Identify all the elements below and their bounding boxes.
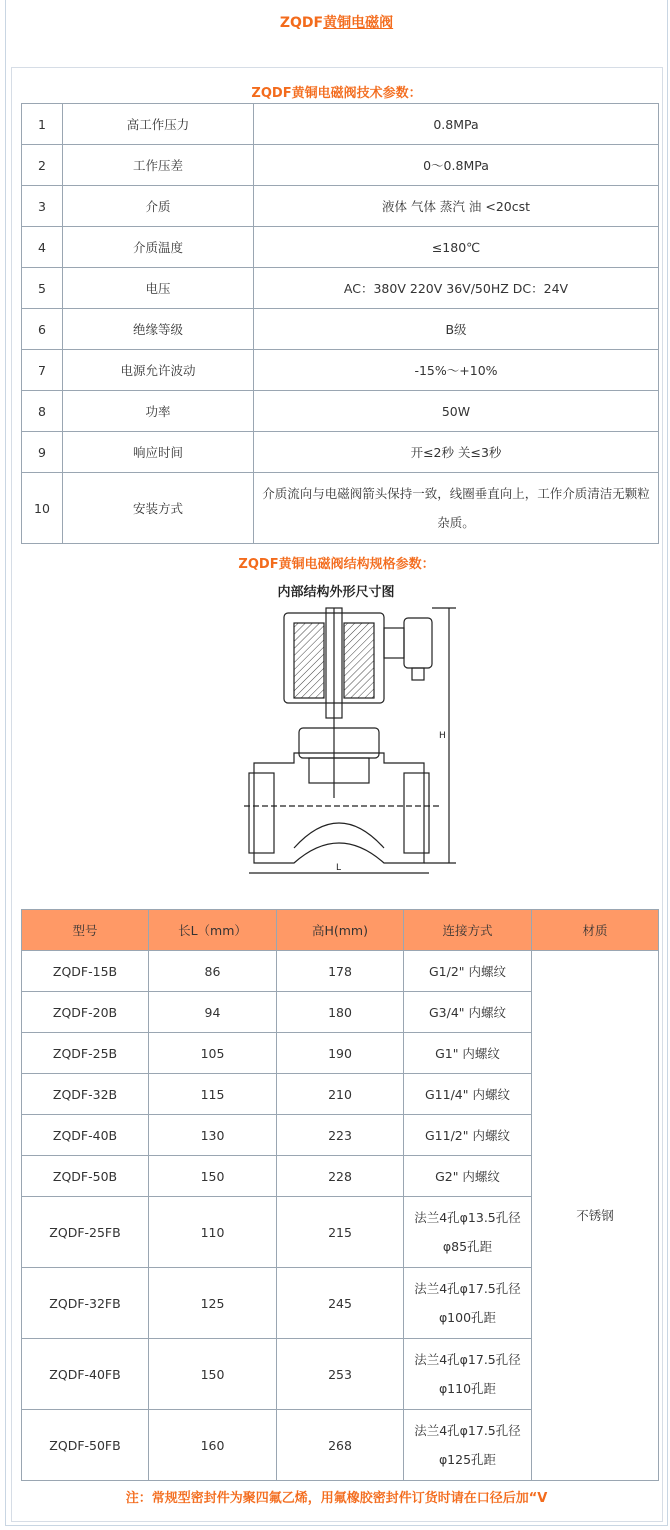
valve-structure-diagram [244, 578, 464, 878]
spec-model: ZQDF-32FB [22, 1268, 149, 1339]
spec-l: 86 [149, 951, 277, 992]
param-name: 电压 [63, 268, 254, 309]
param-no: 7 [22, 350, 63, 391]
param-row [22, 104, 659, 145]
title-link[interactable]: 黄铜电磁阀 [323, 15, 394, 31]
param-row [22, 145, 659, 186]
spec-h: 190 [277, 1033, 404, 1074]
spec-model: ZQDF-15B [22, 951, 149, 992]
spec-header: 长L（mm） [149, 910, 277, 951]
param-row [22, 391, 659, 432]
spec-l: 125 [149, 1268, 277, 1339]
spec-conn: G11/4" 内螺纹 [404, 1074, 532, 1115]
spec-l: 110 [149, 1197, 277, 1268]
spec-row [22, 951, 659, 992]
page-frame [5, 0, 668, 1526]
param-name: 介质温度 [63, 227, 254, 268]
coil-left [294, 623, 324, 698]
param-no: 3 [22, 186, 63, 227]
spec-model: ZQDF-32B [22, 1074, 149, 1115]
spec-model: ZQDF-25B [22, 1033, 149, 1074]
param-name: 绝缘等级 [63, 309, 254, 350]
spec-h: 223 [277, 1115, 404, 1156]
param-row [22, 268, 659, 309]
spec-model: ZQDF-40B [22, 1115, 149, 1156]
spec-h: 268 [277, 1410, 404, 1481]
spec-model: ZQDF-20B [22, 992, 149, 1033]
coil-right [344, 623, 374, 698]
param-no: 6 [22, 309, 63, 350]
spec-conn: 法兰4孔φ17.5孔径φ100孔距 [404, 1268, 532, 1339]
param-row [22, 309, 659, 350]
spec-material: 不锈钢 [532, 951, 659, 1481]
outlet-port [404, 773, 429, 853]
spec-conn: G1" 内螺纹 [404, 1033, 532, 1074]
param-name: 安装方式 [63, 473, 254, 544]
spec-conn: G1/2" 内螺纹 [404, 951, 532, 992]
spec-header: 连接方式 [404, 910, 532, 951]
spec-h: 178 [277, 951, 404, 992]
spec-h: 180 [277, 992, 404, 1033]
footnote: 注：常规型密封件为聚四氟乙烯，用氟橡胶密封件订货时请在口径后加“V [125, 1491, 548, 1506]
spec-h: 253 [277, 1339, 404, 1410]
spec-l: 160 [149, 1410, 277, 1481]
spec-h: 210 [277, 1074, 404, 1115]
param-value: B级 [254, 309, 659, 350]
param-row [22, 432, 659, 473]
param-value: 开≤2秒 关≤3秒 [254, 432, 659, 473]
param-value: 50W [254, 391, 659, 432]
param-no: 1 [22, 104, 63, 145]
spec-conn: 法兰4孔φ13.5孔径φ85孔距 [404, 1197, 532, 1268]
param-name: 响应时间 [63, 432, 254, 473]
spec-model: ZQDF-50FB [22, 1410, 149, 1481]
dim-l-label: L [336, 863, 342, 873]
spec-l: 94 [149, 992, 277, 1033]
param-no: 5 [22, 268, 63, 309]
dim-h-label: H [439, 731, 446, 741]
spec-model: ZQDF-50B [22, 1156, 149, 1197]
inlet-port [249, 773, 274, 853]
spec-h: 215 [277, 1197, 404, 1268]
param-value: ≤180℃ [254, 227, 659, 268]
spec-conn: G11/2" 内螺纹 [404, 1115, 532, 1156]
spec-conn: 法兰4孔φ17.5孔径φ110孔距 [404, 1339, 532, 1410]
terminal-box [404, 618, 432, 668]
spec-h: 245 [277, 1268, 404, 1339]
param-value: -15%～+10% [254, 350, 659, 391]
spec-l: 105 [149, 1033, 277, 1074]
param-value: 液体 气体 蒸汽 油 <20cst [254, 186, 659, 227]
param-value: 0.8MPa [254, 104, 659, 145]
param-no: 9 [22, 432, 63, 473]
tech-params-table [21, 103, 659, 544]
param-name: 介质 [63, 186, 254, 227]
spec-conn: G2" 内螺纹 [404, 1156, 532, 1197]
title-prefix: ZQDF [279, 15, 324, 31]
param-row [22, 186, 659, 227]
valve-body [254, 753, 424, 863]
param-row [22, 350, 659, 391]
spec-conn: G3/4" 内螺纹 [404, 992, 532, 1033]
param-name: 高工作压力 [63, 104, 254, 145]
param-row [22, 473, 659, 544]
param-value: 介质流向与电磁阀箭头保持一致，线圈垂直向上，工作介质清洁无颗粒杂质。 [254, 473, 659, 544]
spec-h: 228 [277, 1156, 404, 1197]
spec-header: 材质 [532, 910, 659, 951]
spec-table [21, 909, 659, 1481]
spec-conn: 法兰4孔φ17.5孔径φ125孔距 [404, 1410, 532, 1481]
param-value: AC：380V 220V 36V/50HZ DC：24V [254, 268, 659, 309]
tech-params-title: ZQDF黄铜电磁阀技术参数： [251, 86, 422, 101]
spec-l: 150 [149, 1156, 277, 1197]
terminal-connector [384, 628, 404, 658]
param-name: 电源允许波动 [63, 350, 254, 391]
param-name: 功率 [63, 391, 254, 432]
spec-l: 150 [149, 1339, 277, 1410]
param-no: 8 [22, 391, 63, 432]
struct-params-title: ZQDF黄铜电磁阀结构规格参数： [238, 557, 435, 572]
param-no: 10 [22, 473, 63, 544]
page-title [6, 12, 667, 32]
spec-model: ZQDF-25FB [22, 1197, 149, 1268]
diagram-title: 内部结构外形尺寸图 [277, 585, 395, 600]
spec-header: 高H(mm) [277, 910, 404, 951]
param-no: 4 [22, 227, 63, 268]
spec-model: ZQDF-40FB [22, 1339, 149, 1410]
param-value: 0～0.8MPa [254, 145, 659, 186]
param-row [22, 227, 659, 268]
param-name: 工作压差 [63, 145, 254, 186]
param-no: 2 [22, 145, 63, 186]
spec-header: 型号 [22, 910, 149, 951]
spec-l: 115 [149, 1074, 277, 1115]
spec-l: 130 [149, 1115, 277, 1156]
